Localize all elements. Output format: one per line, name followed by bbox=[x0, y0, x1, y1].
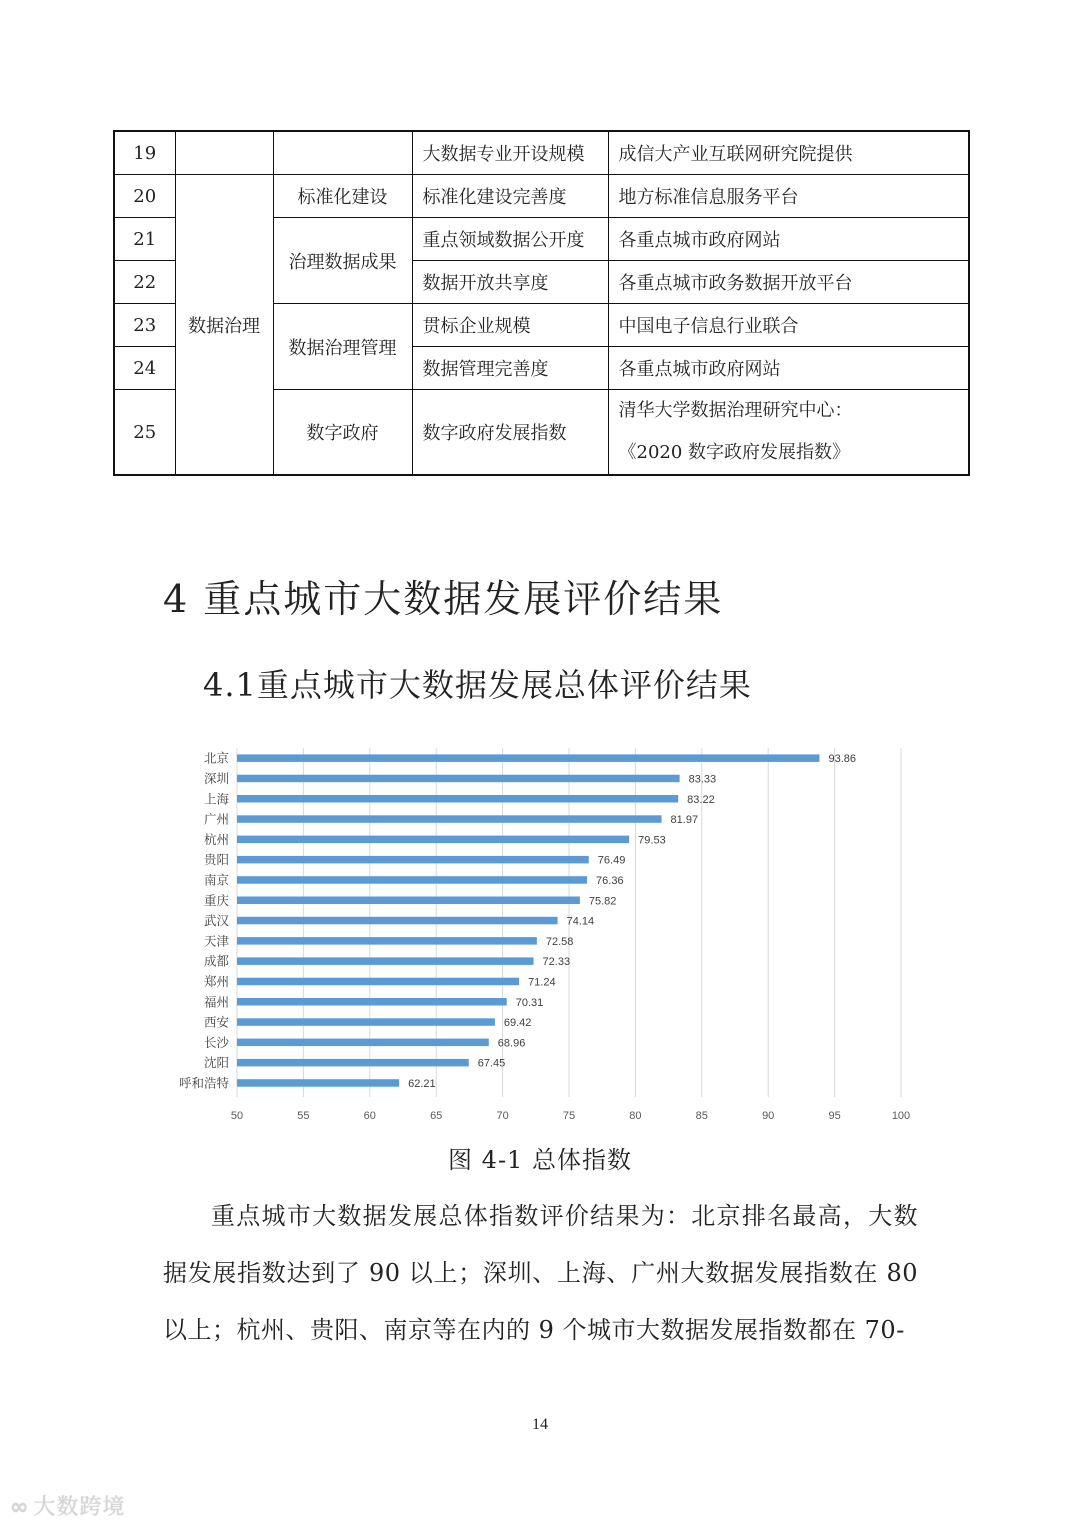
bar bbox=[237, 1018, 495, 1026]
dimension-cell: 数据治理 bbox=[175, 175, 273, 476]
category-label: 郑州 bbox=[203, 973, 229, 989]
sub-dimension-cell: 数字政府 bbox=[273, 390, 412, 476]
source-line: 清华大学数据治理研究中心： bbox=[618, 400, 853, 421]
dimension-cell bbox=[175, 131, 273, 175]
indicator-cell: 重点领域数据公开度 bbox=[412, 218, 608, 261]
row-number: 19 bbox=[114, 131, 175, 175]
x-tick-label: 55 bbox=[297, 1110, 310, 1123]
source-cell: 中国电子信息行业联合 bbox=[608, 304, 969, 347]
body-paragraph: 重点城市大数据发展总体指数评价结果为：北京排名最高，大数据发展指数达到了 90 以上；深圳、上海、广州大数据发展指数在 80 以上；杭州、贵阳、南京等在内的 9 个城市大数据发展指数都在 70- bbox=[163, 1202, 918, 1344]
data-label: 79.53 bbox=[638, 834, 666, 847]
table-row bbox=[114, 131, 969, 175]
bar bbox=[237, 897, 580, 905]
source-cell: 地方标准信息服务平台 bbox=[608, 175, 969, 218]
data-label: 83.33 bbox=[688, 773, 717, 786]
data-label: 69.42 bbox=[503, 1017, 532, 1030]
data-label: 93.86 bbox=[828, 753, 856, 766]
category-label: 武汉 bbox=[203, 913, 229, 929]
page-number: 14 bbox=[532, 1416, 548, 1433]
category-label: 杭州 bbox=[203, 831, 229, 847]
bar bbox=[237, 754, 819, 762]
section-title: 4 重点城市大数据发展评价结果 bbox=[163, 577, 724, 621]
data-label: 62.21 bbox=[408, 1077, 436, 1090]
x-tick-label: 60 bbox=[363, 1110, 376, 1123]
row-number: 24 bbox=[114, 347, 175, 390]
source-line: 《2020 数字政府发展指数》 bbox=[618, 442, 851, 463]
source-cell: 各重点城市政府网站 bbox=[608, 218, 969, 261]
category-label: 呼和浩特 bbox=[178, 1075, 229, 1091]
sub-dimension-cell: 治理数据成果 bbox=[273, 218, 412, 304]
data-label: 71.24 bbox=[528, 976, 556, 989]
data-label: 72.33 bbox=[542, 956, 571, 969]
watermark-logo-icon: ∞ bbox=[10, 1495, 30, 1520]
data-label: 83.22 bbox=[687, 793, 715, 806]
category-label: 贵阳 bbox=[203, 852, 229, 868]
bar bbox=[237, 957, 534, 965]
indicator-cell: 标准化建设完善度 bbox=[412, 175, 608, 218]
indicator-cell: 大数据专业开设规模 bbox=[412, 131, 608, 175]
bar bbox=[237, 1079, 399, 1087]
bar bbox=[237, 998, 507, 1006]
row-number: 21 bbox=[114, 218, 175, 261]
indicator-cell: 贯标企业规模 bbox=[412, 304, 608, 347]
x-tick-label: 95 bbox=[828, 1110, 841, 1123]
category-label: 长沙 bbox=[203, 1034, 229, 1050]
data-label: 76.36 bbox=[596, 874, 624, 887]
source-cell: 成信大产业互联网研究院提供 bbox=[608, 131, 969, 175]
data-label: 81.97 bbox=[670, 814, 699, 827]
x-tick-label: 75 bbox=[562, 1110, 576, 1123]
bar bbox=[237, 795, 678, 803]
data-label: 74.14 bbox=[566, 915, 595, 928]
indicator-table bbox=[113, 130, 970, 476]
category-label: 西安 bbox=[203, 1014, 229, 1030]
x-tick-label: 50 bbox=[230, 1110, 244, 1123]
subsection-title: 4.1重点城市大数据发展总体评价结果 bbox=[203, 666, 752, 704]
figure-caption: 图 4-1 总体指数 bbox=[448, 1146, 632, 1174]
bar bbox=[237, 1059, 469, 1067]
bar bbox=[237, 876, 587, 884]
table-row bbox=[114, 175, 969, 218]
source-cell: 各重点城市政府网站 bbox=[608, 347, 969, 390]
row-number: 23 bbox=[114, 304, 175, 347]
row-number: 22 bbox=[114, 261, 175, 304]
x-tick-label: 65 bbox=[430, 1110, 443, 1123]
indicator-cell: 数据开放共享度 bbox=[412, 261, 608, 304]
bar bbox=[237, 917, 558, 925]
bar bbox=[237, 978, 519, 986]
category-label: 福州 bbox=[203, 994, 229, 1010]
x-tick-label: 70 bbox=[496, 1110, 509, 1123]
data-label: 72.58 bbox=[545, 935, 574, 948]
category-label: 重庆 bbox=[203, 892, 229, 908]
data-label: 76.49 bbox=[597, 854, 626, 867]
x-tick-label: 100 bbox=[891, 1110, 911, 1123]
data-label: 75.82 bbox=[588, 895, 617, 908]
sub-dimension-cell: 标准化建设 bbox=[273, 175, 412, 218]
bar bbox=[237, 1039, 489, 1047]
indicator-cell: 数据管理完善度 bbox=[412, 347, 608, 390]
sub-dimension-cell: 数据治理管理 bbox=[273, 304, 412, 390]
bar bbox=[237, 775, 680, 783]
category-label: 上海 bbox=[203, 791, 229, 807]
bar bbox=[237, 836, 629, 844]
watermark-text: 大数跨境 bbox=[33, 1495, 126, 1520]
x-tick-label: 85 bbox=[695, 1110, 708, 1123]
data-label: 70.31 bbox=[515, 996, 544, 1009]
x-tick-label: 90 bbox=[762, 1110, 775, 1123]
data-label: 68.96 bbox=[497, 1037, 526, 1050]
category-label: 天津 bbox=[203, 933, 229, 949]
source-cell: 各重点城市政务数据开放平台 bbox=[608, 261, 969, 304]
watermark bbox=[10, 1490, 125, 1521]
overall-index-bar-chart bbox=[160, 740, 940, 1130]
indicator-cell: 数字政府发展指数 bbox=[412, 390, 608, 476]
data-label: 67.45 bbox=[477, 1057, 506, 1070]
category-label: 北京 bbox=[203, 750, 229, 766]
category-label: 广州 bbox=[203, 811, 229, 827]
bar bbox=[237, 937, 537, 945]
category-label: 成都 bbox=[203, 953, 229, 969]
sub-dimension-cell bbox=[273, 131, 412, 175]
bar bbox=[237, 815, 662, 823]
row-number: 20 bbox=[114, 175, 175, 218]
category-label: 南京 bbox=[203, 872, 229, 888]
bar bbox=[237, 856, 589, 864]
category-label: 沈阳 bbox=[203, 1055, 229, 1071]
source-cell bbox=[608, 390, 969, 476]
x-tick-label: 80 bbox=[629, 1110, 642, 1123]
category-label: 深圳 bbox=[203, 770, 229, 786]
row-number: 25 bbox=[114, 390, 175, 476]
